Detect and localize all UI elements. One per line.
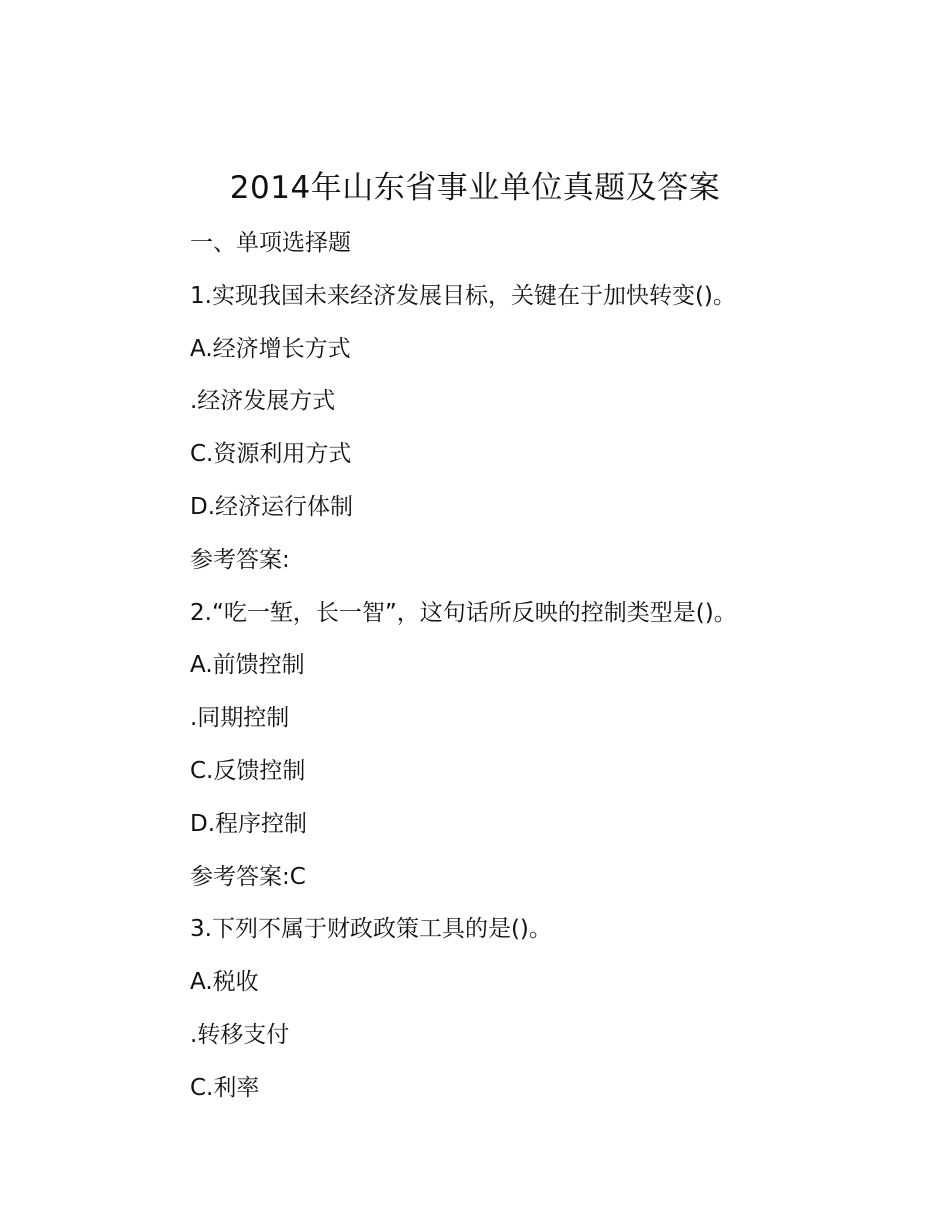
question-3-stem: 3.下列不属于财政政策工具的是()。 (190, 916, 552, 943)
question-3-option-b: .转移支付 (190, 1021, 290, 1048)
question-2-option-b: .同期控制 (190, 705, 290, 732)
question-1-option-c: C.资源利用方式 (190, 441, 352, 468)
question-1-stem: 1.实现我国未来经济发展目标，关键在于加快转变()。 (190, 282, 736, 309)
question-2-option-c: C.反馈控制 (190, 757, 306, 784)
question-1-option-b: .经济发展方式 (190, 388, 336, 415)
question-2-option-a: A.前馈控制 (190, 652, 305, 679)
question-3-option-c: C.利率 (190, 1074, 260, 1101)
question-2-option-d: D.程序控制 (190, 810, 308, 837)
question-1-option-d: D.经济运行体制 (190, 493, 354, 520)
question-1-option-a: A.经济增长方式 (190, 335, 351, 362)
section-heading: 一、单项选择题 (190, 230, 351, 256)
question-2-answer: 参考答案:C (190, 863, 306, 890)
question-3-option-a: A.税收 (190, 969, 259, 996)
question-1-answer: 参考答案: (190, 546, 290, 573)
question-2-stem: 2.“吃一堑，长一智”，这句话所反映的控制类型是()。 (190, 599, 737, 626)
document-body (190, 222, 890, 1120)
document-title: 2014年山东省事业单位真题及答案 (229, 170, 721, 206)
